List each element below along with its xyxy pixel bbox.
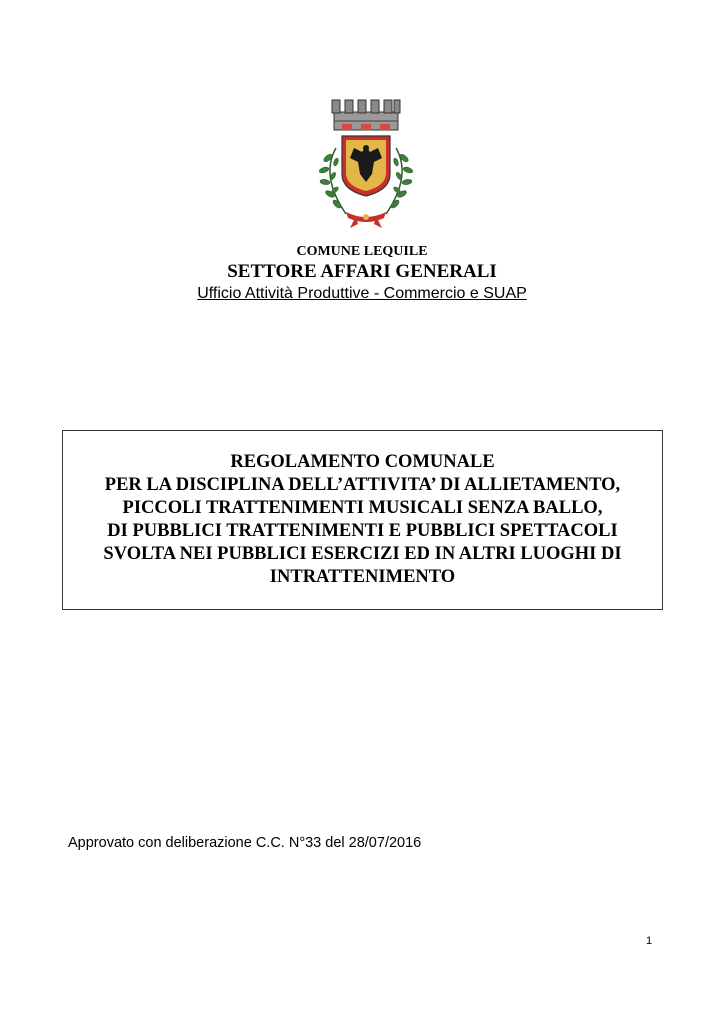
title-line: PER LA DISCIPLINA DELL’ATTIVITA’ DI ALLIETAMENTO,: [104, 475, 621, 495]
comune-name: COMUNE LEQUILE: [296, 244, 428, 259]
regulation-title-box: [62, 430, 663, 610]
title-line: PICCOLI TRATTENIMENTI MUSICALI SENZA BALLO,: [122, 498, 603, 518]
title-line: INTRATTENIMENTO: [269, 567, 456, 587]
ribbon-icon: [346, 212, 386, 228]
title-line: REGOLAMENTO COMUNALE: [230, 452, 495, 472]
ufficio-name: Ufficio Attività Produttive - Commercio e SUAP: [197, 285, 527, 302]
coat-of-arms-icon: [306, 96, 426, 230]
page-number: 1: [646, 935, 653, 947]
title-line: SVOLTA NEI PUBBLICI ESERCIZI ED IN ALTRI LUOGHI DI: [103, 544, 622, 564]
approval-note: Approvato con deliberazione C.C. N°33 del 28/07/2016: [68, 835, 422, 851]
crown-icon: [332, 100, 400, 130]
settore-name: SETTORE AFFARI GENERALI: [227, 261, 497, 282]
title-line: DI PUBBLICI TRATTENIMENTI E PUBBLICI SPETTACOLI: [107, 521, 618, 541]
